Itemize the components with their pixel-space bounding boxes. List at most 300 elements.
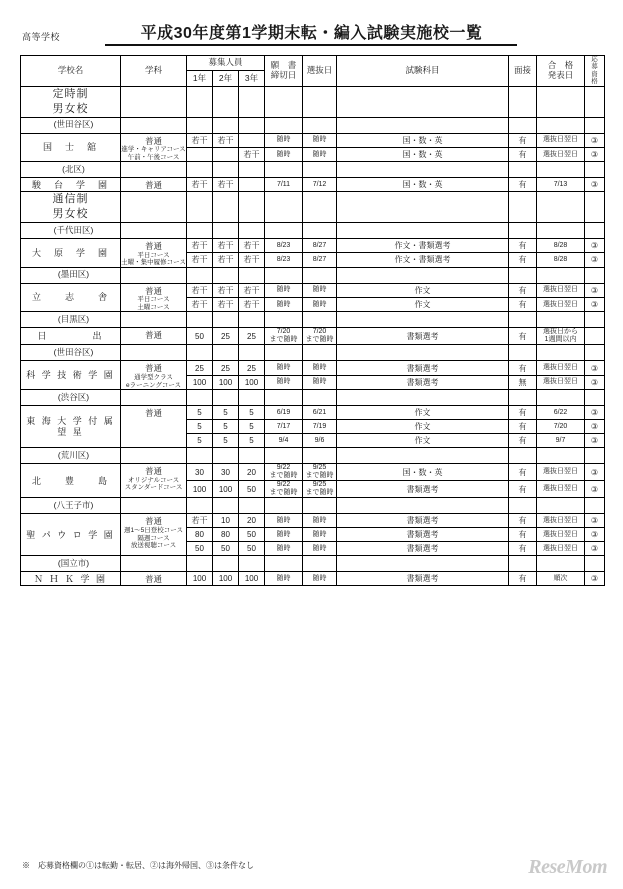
dept-name: 普通 週1～5日登校コース 隔週コース 放送視聴コース [121,514,187,556]
doc-deadline: 7/17 [265,420,303,434]
empty-cell [239,390,265,406]
capacity-year3: 若干 [239,253,265,267]
qualification: ③ [585,375,605,389]
interview: 有 [509,481,537,498]
subjects: 国・数・英 [337,178,509,192]
col-qualification [585,56,605,87]
qualification: ③ [585,178,605,192]
empty-cell [509,86,537,117]
capacity-year3: 100 [239,375,265,389]
table-row [21,178,605,192]
selection-date: 7/19 [303,420,337,434]
empty-cell [585,117,605,133]
empty-cell [303,86,337,117]
title-underline [105,44,517,46]
capacity-year1: 5 [187,434,213,448]
empty-cell [537,162,585,178]
subjects: 作文 [337,420,509,434]
ward-row [21,117,605,133]
interview: 有 [509,434,537,448]
empty-cell [537,448,585,464]
qualification: ③ [585,147,605,161]
capacity-year2: 若干 [213,133,239,147]
interview: 無 [509,375,537,389]
empty-cell [585,192,605,223]
doc-deadline: 8/23 [265,238,303,252]
capacity-year2: 100 [213,481,239,498]
corner-label: 高等学校 [22,32,61,42]
announce-date: 選抜日翌日 [537,361,585,375]
empty-cell [239,556,265,572]
subjects: 書類選考 [337,375,509,389]
empty-cell [509,222,537,238]
doc-deadline: 8/23 [265,253,303,267]
dept-name: 普通 平日コース 土曜・集中履修コース [121,238,187,267]
dept-name: 普通 [121,406,187,448]
capacity-year2: 25 [213,361,239,375]
school-name: 大 原 学 園 [21,238,121,267]
announce-date: 選抜日翌日 [537,298,585,312]
empty-cell [537,86,585,117]
ward-label: (渋谷区) [21,390,121,406]
ward-row [21,162,605,178]
ward-row [21,312,605,328]
table-body [21,86,605,585]
col-qual-line3: 資 [591,70,598,78]
doc-deadline: 9/4 [265,434,303,448]
empty-cell [509,390,537,406]
capacity-year3: 20 [239,514,265,528]
footnote: ※ 応募資格欄の①は転勤・転居、②は海外帰国、③は条件なし [22,861,254,870]
selection-date: 随時 [303,572,337,586]
empty-cell [303,267,337,283]
capacity-year1: 若干 [187,133,213,147]
empty-cell [265,390,303,406]
empty-cell [239,498,265,514]
empty-cell [303,498,337,514]
capacity-year3 [239,133,265,147]
section-row [21,192,605,223]
subjects: 書類選考 [337,542,509,556]
qualification: ③ [585,133,605,147]
empty-cell [537,556,585,572]
interview: 有 [509,420,537,434]
announce-date: 選抜日翌日 [537,528,585,542]
empty-cell [509,192,537,223]
announce-date: 選抜日翌日 [537,514,585,528]
selection-date: 随時 [303,528,337,542]
empty-cell [187,192,213,223]
capacity-year2: 5 [213,434,239,448]
empty-cell [303,312,337,328]
capacity-year2: 50 [213,542,239,556]
selection-date: 9/25 まで随時 [303,481,337,498]
empty-cell [337,448,509,464]
empty-cell [187,162,213,178]
empty-cell [213,556,239,572]
doc-deadline: 7/20 まで随時 [265,328,303,345]
selection-date: 随時 [303,361,337,375]
announce-date: 順次 [537,572,585,586]
capacity-year2: 100 [213,572,239,586]
table-row [21,406,605,420]
empty-cell [187,345,213,361]
subjects: 作文 [337,406,509,420]
capacity-year2: 若干 [213,298,239,312]
doc-deadline: 7/11 [265,178,303,192]
announce-date: 選抜日から 1週間以内 [537,328,585,345]
col-doc-deadline-line2: 締切日 [270,69,297,80]
section-label: 通信制 男女校 [21,192,121,223]
empty-cell [265,556,303,572]
doc-deadline: 随時 [265,514,303,528]
empty-cell [265,267,303,283]
empty-cell [585,556,605,572]
doc-deadline: 随時 [265,361,303,375]
qualification: ③ [585,283,605,297]
doc-deadline: 随時 [265,528,303,542]
doc-deadline: 随時 [265,147,303,161]
empty-cell [337,222,509,238]
empty-cell [303,117,337,133]
empty-cell [265,162,303,178]
interview: 有 [509,133,537,147]
capacity-year3: 50 [239,481,265,498]
col-doc-deadline [265,56,303,87]
capacity-year2: 若干 [213,238,239,252]
interview: 有 [509,406,537,420]
empty-cell [121,390,187,406]
school-name: 日 出 [21,328,121,345]
empty-cell [509,556,537,572]
empty-cell [265,312,303,328]
empty-cell [537,192,585,223]
qualification: ③ [585,238,605,252]
table-row [21,361,605,375]
selection-date: 随時 [303,514,337,528]
empty-cell [585,498,605,514]
empty-cell [537,312,585,328]
col-year3: 3年 [239,71,265,86]
transfer-exam-table [20,55,605,586]
empty-cell [337,390,509,406]
ward-row [21,345,605,361]
empty-cell [239,192,265,223]
empty-cell [187,86,213,117]
capacity-year2: 若干 [213,253,239,267]
empty-cell [337,498,509,514]
selection-date: 随時 [303,133,337,147]
empty-cell [265,86,303,117]
col-school: 学校名 [21,56,121,87]
capacity-year3: 5 [239,420,265,434]
ward-row [21,267,605,283]
ward-row [21,556,605,572]
capacity-year2: 25 [213,328,239,345]
capacity-year2: 100 [213,375,239,389]
empty-cell [265,345,303,361]
capacity-year3: 若干 [239,283,265,297]
subjects: 作文・書類選考 [337,238,509,252]
empty-cell [537,267,585,283]
empty-cell [509,345,537,361]
subjects: 書類選考 [337,361,509,375]
school-name: Ｎ Ｈ Ｋ 学 園 [21,572,121,586]
empty-cell [121,312,187,328]
school-name: 北 豊 島 [21,464,121,498]
empty-cell [213,345,239,361]
capacity-year2: 若干 [213,178,239,192]
dept-name: 普通 [121,328,187,345]
ward-label: (荒川区) [21,448,121,464]
ward-row [21,448,605,464]
announce-date: 選抜日翌日 [537,133,585,147]
doc-deadline: 6/19 [265,406,303,420]
empty-cell [303,345,337,361]
col-year2: 2年 [213,71,239,86]
subjects: 書類選考 [337,572,509,586]
dept-name: 普通 [121,572,187,586]
empty-cell [537,390,585,406]
empty-cell [213,192,239,223]
interview: 有 [509,328,537,345]
subjects: 作文 [337,283,509,297]
qualification: ③ [585,298,605,312]
capacity-year1: 5 [187,406,213,420]
capacity-year3: 若干 [239,238,265,252]
qualification: ③ [585,481,605,498]
announce-date: 8/28 [537,253,585,267]
table-row [21,133,605,147]
ward-label: (世田谷区) [21,345,121,361]
selection-date: 随時 [303,147,337,161]
empty-cell [509,498,537,514]
ward-label: (目黒区) [21,312,121,328]
empty-cell [303,556,337,572]
doc-deadline: 9/22 まで随時 [265,464,303,481]
section-label: 定時制 男女校 [21,86,121,117]
col-capacity: 募集人員 [187,56,265,71]
subjects: 作文 [337,434,509,448]
dept-name: 普通 [121,178,187,192]
qualification: ③ [585,528,605,542]
empty-cell [303,390,337,406]
empty-cell [509,267,537,283]
announce-date: 選抜日翌日 [537,375,585,389]
announce-date: 6/22 [537,406,585,420]
col-doc-deadline-line1: 願 書 [270,60,297,71]
capacity-year2: 若干 [213,283,239,297]
capacity-year1: 若干 [187,283,213,297]
empty-cell [303,192,337,223]
subjects: 国・数・英 [337,147,509,161]
empty-cell [585,312,605,328]
dept-name: 普通 通学型クラス eラーニングコース [121,361,187,390]
subjects: 書類選考 [337,328,509,345]
capacity-year1: 50 [187,542,213,556]
capacity-year1: 若干 [187,514,213,528]
ward-label: (八王子市) [21,498,121,514]
empty-cell [213,390,239,406]
empty-cell [585,86,605,117]
empty-cell [509,312,537,328]
table-row [21,238,605,252]
empty-cell [121,448,187,464]
empty-cell [585,345,605,361]
qualification: ③ [585,406,605,420]
capacity-year2: 10 [213,514,239,528]
empty-cell [239,267,265,283]
empty-cell [187,222,213,238]
capacity-year2 [213,147,239,161]
interview: 有 [509,542,537,556]
table-row [21,464,605,481]
ward-row [21,222,605,238]
interview: 有 [509,253,537,267]
qualification [585,328,605,345]
col-year1: 1年 [187,71,213,86]
empty-cell [337,556,509,572]
empty-cell [585,448,605,464]
empty-cell [121,192,187,223]
capacity-year3: 50 [239,528,265,542]
announce-date: 選抜日翌日 [537,464,585,481]
announce-date: 9/7 [537,434,585,448]
empty-cell [265,448,303,464]
interview: 有 [509,298,537,312]
dept-name: 普通 進学・キャリアコース 午前・午後コース [121,133,187,162]
capacity-year1 [187,147,213,161]
capacity-year1: 100 [187,375,213,389]
col-announce-line2: 発表日 [547,69,574,80]
empty-cell [213,162,239,178]
qualification: ③ [585,464,605,481]
empty-cell [337,312,509,328]
announce-date: 7/13 [537,178,585,192]
empty-cell [187,556,213,572]
ward-label: (国立市) [21,556,121,572]
empty-cell [121,86,187,117]
interview: 有 [509,572,537,586]
subjects: 作文 [337,298,509,312]
page-title: 平成30年度第1学期末転・編入試験実施校一覧 [140,25,483,42]
capacity-year3: 25 [239,328,265,345]
ward-row [21,390,605,406]
empty-cell [213,267,239,283]
announce-date: 選抜日翌日 [537,542,585,556]
doc-deadline: 随時 [265,542,303,556]
capacity-year1: 30 [187,464,213,481]
empty-cell [121,556,187,572]
doc-deadline: 随時 [265,283,303,297]
interview: 有 [509,238,537,252]
col-subjects: 試験科目 [337,56,509,87]
empty-cell [585,222,605,238]
dept-name: 普通 平日コース 土曜コース [121,283,187,312]
qualification: ③ [585,420,605,434]
doc-deadline: 随時 [265,133,303,147]
empty-cell [187,312,213,328]
selection-date: 6/21 [303,406,337,420]
empty-cell [239,312,265,328]
empty-cell [509,448,537,464]
empty-cell [213,117,239,133]
interview: 有 [509,528,537,542]
empty-cell [537,498,585,514]
selection-date: 随時 [303,283,337,297]
interview: 有 [509,514,537,528]
empty-cell [337,345,509,361]
selection-date: 随時 [303,375,337,389]
empty-cell [537,222,585,238]
empty-cell [585,267,605,283]
capacity-year3: 50 [239,542,265,556]
capacity-year3: 若干 [239,298,265,312]
empty-cell [213,222,239,238]
empty-cell [337,86,509,117]
empty-cell [187,267,213,283]
watermark: ReseMom [528,856,607,878]
empty-cell [213,448,239,464]
empty-cell [239,345,265,361]
ward-label: (千代田区) [21,222,121,238]
capacity-year1: 若干 [187,178,213,192]
school-name: 駿 台 学 園 [21,178,121,192]
selection-date: 7/20 まで随時 [303,328,337,345]
interview: 有 [509,283,537,297]
empty-cell [337,162,509,178]
qualification: ③ [585,514,605,528]
capacity-year3: 100 [239,572,265,586]
selection-date: 随時 [303,298,337,312]
empty-cell [265,117,303,133]
capacity-year3: 5 [239,434,265,448]
subjects: 国・数・英 [337,133,509,147]
empty-cell [265,498,303,514]
capacity-year1: 80 [187,528,213,542]
capacity-year1: 5 [187,420,213,434]
subjects: 書類選考 [337,514,509,528]
empty-cell [303,448,337,464]
empty-cell [187,448,213,464]
school-name: 聖 パ ウ ロ 学 園 [21,514,121,556]
empty-cell [121,267,187,283]
capacity-year1: 50 [187,328,213,345]
doc-deadline: 随時 [265,572,303,586]
selection-date: 随時 [303,542,337,556]
capacity-year2: 5 [213,406,239,420]
col-dept: 学科 [121,56,187,87]
capacity-year2: 30 [213,464,239,481]
capacity-year3: 25 [239,361,265,375]
empty-cell [337,267,509,283]
empty-cell [239,117,265,133]
table-header [21,56,605,87]
school-name: 東 海 大 学 付 属 望 星 [21,406,121,448]
empty-cell [509,162,537,178]
qualification: ③ [585,253,605,267]
ward-label: (世田谷区) [21,117,121,133]
col-interview: 面接 [509,56,537,87]
qualification: ③ [585,361,605,375]
doc-deadline: 9/22 まで随時 [265,481,303,498]
col-selection-date: 選抜日 [303,56,337,87]
table-row [21,283,605,297]
selection-date: 9/25 まで随時 [303,464,337,481]
announce-date: 選抜日翌日 [537,283,585,297]
interview: 有 [509,147,537,161]
empty-cell [239,222,265,238]
